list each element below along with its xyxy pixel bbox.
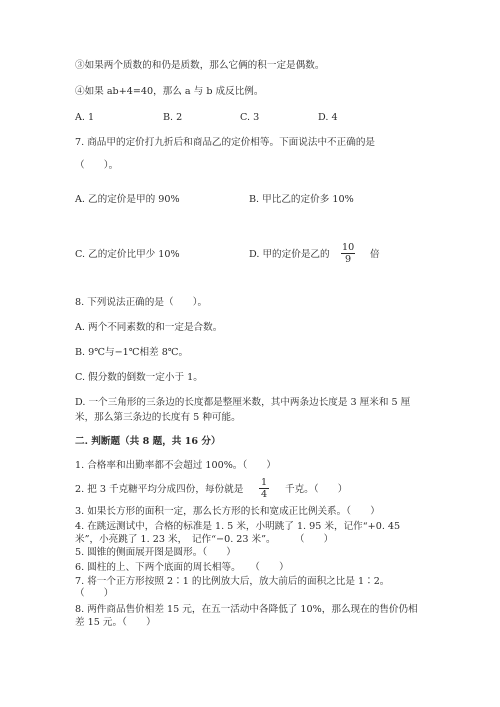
judgment-7: 7. 将一个正方形按照 2∶1 的比例放大后，放大前后的面积之比是 1∶2。 — [75, 576, 390, 587]
statement-4: ④如果 ab+4=40，那么 a 与 b 成反比例。 — [75, 86, 264, 97]
judgment-4: 4. 在跳远测试中，合格的标准是 1. 5 米，小明跳了 1. 95 米，记作“+0. 45 — [75, 521, 401, 532]
q7-option-d: D. 甲的定价是乙的 — [249, 249, 330, 260]
judgment-2: 2. 把 3 千克糖平均分成四份，每份就是 — [75, 484, 244, 495]
judgment-6: 6. 圆柱的上、下两个底面的周长相等。 （ ） — [75, 562, 289, 573]
q7-fraction — [341, 242, 355, 265]
judgment-7-cont: （ ） — [75, 588, 114, 599]
judgment-8-cont: 差 15 元。（ ） — [75, 617, 156, 628]
option-c: C. 3 — [240, 112, 260, 123]
question-7: 7. 商品甲的定价打九折后和商品乙的定价相等。下面说法中不正确的是 — [75, 137, 376, 148]
judgment-2-suffix: 千克。（ ） — [285, 484, 348, 495]
judgment-5: 5. 圆锥的侧面展开图是圆形。（ ） — [75, 547, 236, 558]
section-2-heading: 二. 判断题（共 8 题，共 16 分） — [75, 436, 221, 447]
option-a: A. 1 — [75, 112, 95, 123]
q7-option-b: B. 甲比乙的定价多 10% — [249, 194, 354, 205]
judgment-1: 1. 合格率和出勤率都不会超过 100%。（ ） — [75, 460, 276, 471]
fraction-denominator: 9 — [344, 254, 352, 265]
option-d: D. 4 — [318, 112, 338, 123]
fraction-numerator: 1 — [260, 477, 268, 488]
q8-option-a: A. 两个不同素数的和一定是合数。 — [75, 322, 223, 333]
fraction-denominator: 4 — [260, 489, 268, 500]
judgment-4-cont: 米”，小亮跳了 1. 23 米， 记作“−0. 23 米”。 （ ） — [75, 534, 334, 545]
fraction-numerator: 10 — [342, 242, 355, 253]
judgment-8: 8. 两件商品售价相差 15 元，在五一活动中各降低了 10%，那么现在的售价仍相 — [75, 604, 418, 615]
question-8: 8. 下列说法正确的是（ ）。 — [75, 297, 208, 308]
option-b: B. 2 — [163, 112, 183, 123]
q7-option-d-suffix: 倍 — [370, 249, 380, 260]
q8-option-b: B. 9℃与−1℃相差 8℃。 — [75, 347, 189, 358]
q8-option-d: D. 一个三角形的三条边的长度都是整厘米数，其中两条边长度是 3 厘米和 5 厘 — [75, 397, 411, 408]
q7-option-c: C. 乙的定价比甲少 10% — [75, 249, 180, 260]
judgment-3: 3. 如果长方形的面积一定，那么长方形的长和宽成正比例关系。（ ） — [75, 506, 380, 517]
question-7-blank: （ ）。 — [75, 160, 119, 171]
j2-fraction — [259, 477, 269, 500]
statement-3: ③如果两个质数的和仍是质数，那么它俩的积一定是偶数。 — [75, 60, 325, 71]
q7-option-a: A. 乙的定价是甲的 90% — [75, 194, 180, 205]
q8-option-c: C. 假分数的倒数一定小于 1。 — [75, 372, 203, 383]
q8-option-d-cont: 米，那么第三条边的长度有 5 种可能。 — [75, 412, 241, 423]
